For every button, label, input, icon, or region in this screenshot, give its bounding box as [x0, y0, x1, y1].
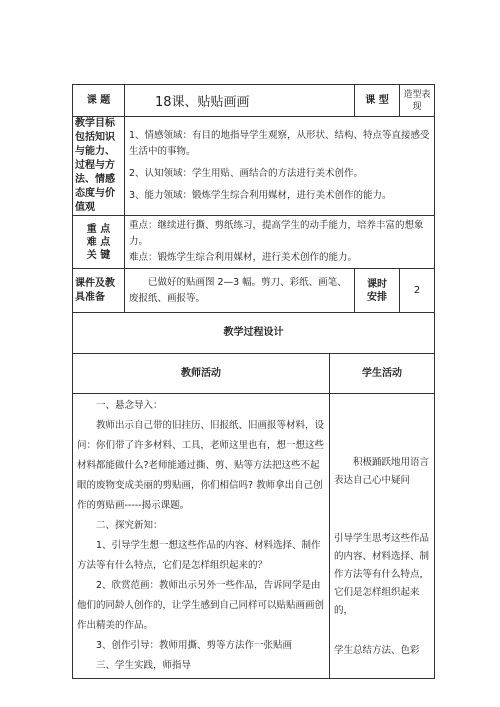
objective-item: 1、情感领域：有目的地指导学生观察，从形状、结构、特点等直接感受生活中的事物。 [129, 130, 430, 157]
topic-label: 课 题 [73, 85, 125, 117]
hours-value: 2 [400, 269, 435, 313]
objective-item: 3、能力领域：锻炼学生综合利用媒材，进行美术创作的能力。 [129, 190, 392, 201]
materials-label [73, 269, 125, 313]
objectives-label-line: 与能力、 [75, 146, 115, 157]
focus-label-line: 关 键 [86, 249, 111, 261]
process-body-row [73, 393, 435, 678]
student-paragraph: 引导学生思考这些作品的内容、材料选择、制作方法等有什么特点，它们是怎样组织起来的， [334, 532, 430, 616]
teacher-paragraph: 一、悬念导入： [96, 399, 163, 411]
materials-label-line: 课件及教 [75, 277, 115, 289]
teacher-paragraph: 二、探究新知： [96, 519, 163, 531]
hours-label-line: 安排 [367, 291, 387, 303]
hours-label-line: 课时 [367, 278, 387, 290]
teacher-paragraph: 2、欣赏范画：教师出示另外一些作品，告诉同学是由他们的同龄人创作的，让学生感到自己同样可以贴贴画画创作出精美的作品。 [77, 579, 325, 631]
type-label: 课 型 [355, 85, 400, 117]
objectives-label-line: 教学目标 [75, 118, 115, 129]
focus-content [125, 216, 435, 269]
teacher-activities [73, 393, 330, 678]
teacher-paragraph: 三、学生实践，师指导 [96, 659, 192, 671]
materials-row [73, 269, 435, 313]
materials-text: 已做好的贴画图 2—3 幅。剪刀、彩纸、画笔、废报纸、画报等。 [125, 269, 355, 313]
focus-label [73, 216, 125, 269]
objective-item: 2、认知领域：学生用贴、画结合的方法进行美术创作。 [129, 168, 364, 179]
lesson-title: 18课、贴贴画画 [125, 85, 355, 117]
student-paragraph: 学生总结方法、色彩 [334, 644, 420, 656]
process-title-row [73, 313, 435, 353]
objectives-content [125, 117, 435, 216]
process-header-row [73, 353, 435, 393]
hours-label [355, 269, 400, 313]
focus-label-line: 难 点 [86, 236, 111, 248]
student-activities [330, 393, 435, 678]
teacher-paragraph: 3、创作引导：教师用撕、剪等方法作一张贴画 [96, 639, 293, 651]
type-value: 造型表现 [400, 85, 435, 117]
student-paragraph: 积极踊跃地用语言表达自己心中疑问 [334, 456, 430, 486]
key-point: 重点：继续进行撕、剪纸练习，提高学生的动手能力，培养丰富的想象力。 [129, 220, 424, 247]
header-row [73, 85, 435, 117]
process-title: 教学过程设计 [73, 313, 435, 353]
teacher-paragraph: 教师出示自己带的旧挂历、旧报纸、旧画报等材料，设问：你们带了许多材料、工具，老师这里也有，想一想这些材料都能做什么?老师能通过撕、剪、贴等方法把这些不起眼的废物变成美丽的剪贴画，你们相信吗? 教师拿出自己创作的剪贴画-----揭示课题。 [77, 419, 325, 511]
focus-label-line: 重 点 [86, 223, 111, 235]
objectives-label-line: 过程与方 [75, 160, 115, 171]
focus-row [73, 216, 435, 269]
objectives-label-line: 包括知识 [75, 132, 115, 143]
objectives-row [73, 117, 435, 216]
teacher-paragraph: 1、引导学生想一想这些作品的内容、材料选择、制作方法等有什么特点，它们是怎样组织起来的？ [77, 539, 321, 571]
objectives-label-line: 法、情感 [75, 174, 115, 185]
objectives-label-line: 值观 [75, 202, 95, 213]
lesson-plan-table [72, 84, 435, 313]
objectives-label [73, 117, 125, 216]
objectives-label-line: 态度与价 [75, 188, 115, 199]
process-table [72, 313, 435, 679]
difficulty: 难点：锻炼学生综合利用媒材，进行美术创作的能力。 [129, 252, 358, 263]
lesson-plan [72, 84, 434, 679]
materials-label-line: 具准备 [75, 291, 105, 303]
student-header: 学生活动 [330, 353, 435, 393]
teacher-header: 教师活动 [73, 353, 330, 393]
